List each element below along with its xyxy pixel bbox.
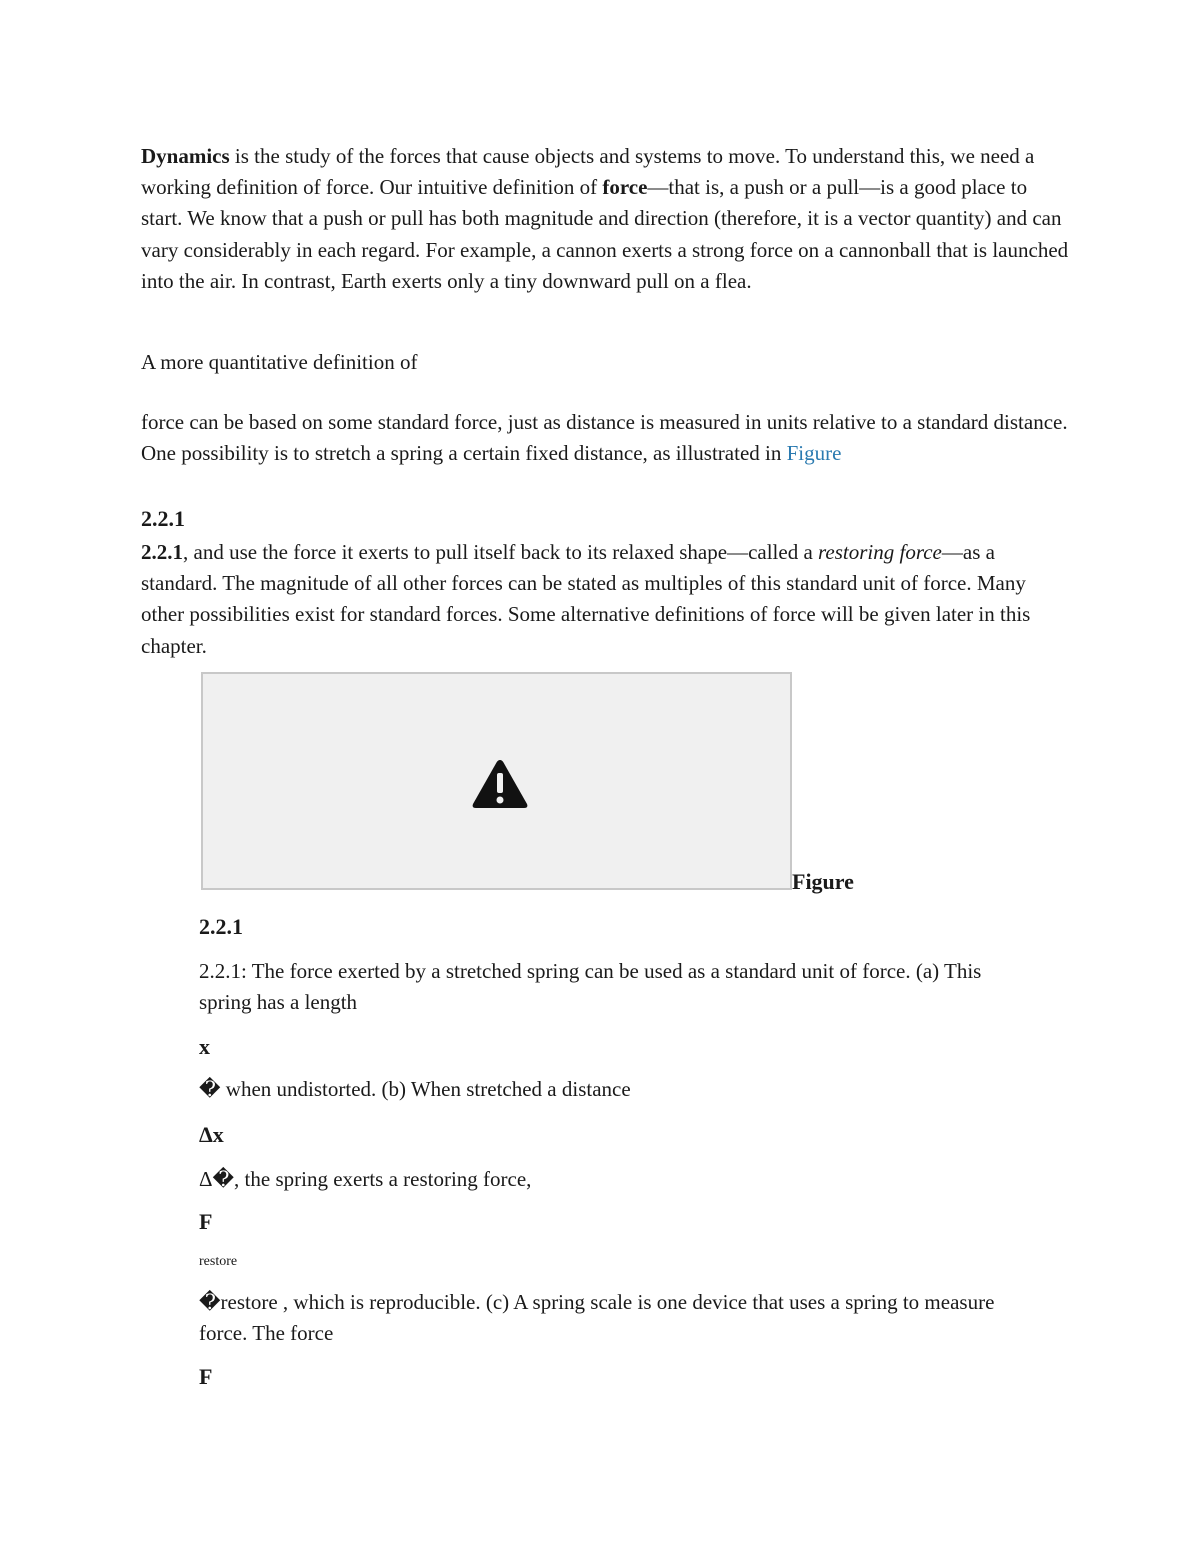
restoring-force-term: restoring force xyxy=(818,540,942,564)
term-dynamics: Dynamics xyxy=(141,144,230,168)
restoring-force-paragraph xyxy=(141,537,1071,662)
figure-ref-bold: 2.2.1 xyxy=(141,540,183,564)
figure-ref-number: 2.2.1 xyxy=(141,506,185,531)
symbol-F-2: F xyxy=(199,1364,213,1389)
symbol-delta-x: Δx xyxy=(199,1122,224,1147)
figure-label: Figure xyxy=(792,869,854,894)
quantitative-paragraph: A more quantitative definition of xyxy=(141,350,418,374)
symbol-F: F xyxy=(199,1209,213,1234)
figure-number: 2.2.1 xyxy=(199,914,243,939)
caption-line-1: 2.2.1: The force exerted by a stretched spring can be used as a standard unit of force. (a) This spring has a length xyxy=(199,959,982,1014)
broken-image-placeholder xyxy=(201,672,792,890)
caption-line-2: � when undistorted. (b) When stretched a distance xyxy=(199,1077,631,1101)
restoring-text-a: , and use the force it exerts to pull itself back to its relaxed shape—called a xyxy=(183,540,819,564)
figure-link[interactable]: Figure xyxy=(786,441,842,466)
warning-icon xyxy=(471,758,529,810)
intro-text-a: is the study of the forces that cause objects and systems to move. To understand this, we need a working definition of force. Our intuitive definition of xyxy=(141,144,1035,200)
standard-force-paragraph xyxy=(141,407,1071,469)
standard-force-text: force can be based on some standard force, just as distance is measured in units relative to a standard distance. One possibility is to stretch a spring a certain fixed distance, as illustrated in xyxy=(141,410,1068,466)
restoring-text-b: —as a standard. The magnitude of all other forces can be stated as multiples of this standard unit of force. Many other possibilities exist for standard forces. Some alternative definitions of force will be given later in this chapter. xyxy=(141,540,1031,658)
intro-paragraph xyxy=(141,141,1071,297)
term-force: force xyxy=(602,175,648,200)
symbol-x: x xyxy=(199,1034,210,1059)
caption-line-4: �restore , which is reproducible. (c) A spring scale is one device that uses a spring to measure force. The force xyxy=(199,1290,995,1345)
caption-line-3: Δ�, the spring exerts a restoring force, xyxy=(199,1167,532,1191)
intro-text-b: —that is, a push or a pull—is a good place to start. We know that a push or pull has both magnitude and direction (therefore, it is a vector quantity) and can vary considerably in each regard. For example, a cannon exerts a strong force on a cannonball that is launched into the air. In contrast, Earth exerts only a tiny downward pull on a flea. xyxy=(141,175,1069,293)
restore-subscript: restore xyxy=(199,1254,238,1269)
